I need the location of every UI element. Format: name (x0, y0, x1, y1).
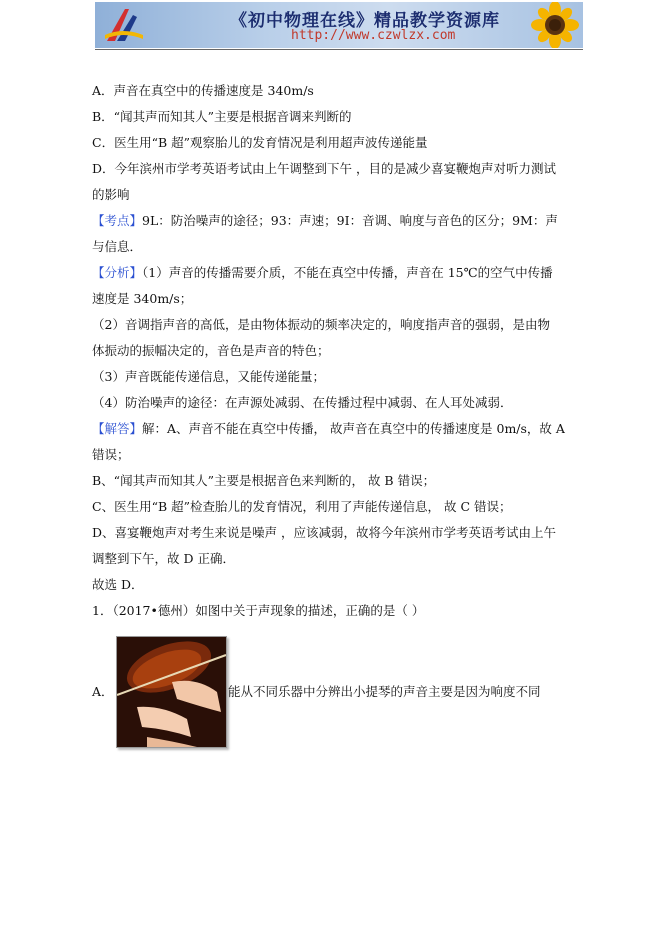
line-text: 故选 D． (92, 577, 144, 592)
violin-icon (117, 637, 226, 747)
option-a-text: 能从不同乐器中分辨出小提琴的声音主要是因为响度不同 (228, 684, 541, 699)
text-line (92, 187, 130, 203)
line-text: 与信息． (92, 239, 143, 254)
text-line (92, 551, 235, 567)
text-line (92, 109, 351, 125)
line-text: 9L：防治噪声的途径；93：声速；9I：音调、响度与音色的区分；9M：声 (142, 213, 558, 228)
text-line (92, 421, 565, 437)
line-text: （3）声音既能传递信息，又能传递能量； (92, 369, 325, 384)
banner-url[interactable]: http://www.czwlzx.com (291, 28, 456, 43)
text-line (92, 603, 424, 619)
header-divider (95, 49, 583, 50)
text-line (92, 395, 512, 411)
header-banner (95, 2, 583, 48)
line-text: （4）防治噪声的途径：在声源处减弱、在传播过程中减弱、在人耳处减弱． (92, 395, 513, 410)
line-text: 的影响 (92, 187, 130, 202)
logo-icon (103, 5, 145, 45)
violin-image (116, 636, 227, 748)
banner-title: 《初中物理在线》精品教学资源库 (230, 11, 500, 31)
text-line (92, 239, 142, 255)
text-line (92, 161, 556, 177)
line-text: （2）音调指声音的高低，是由物体振动的频率决定的，响度指声音的强弱，是由物 (92, 317, 550, 332)
section-tag: 【考点】 (92, 213, 143, 228)
section-tag: 【解答】 (92, 421, 143, 436)
line-text: C．医生用“B 超”观察胎儿的发育情况是利用超声波传递能量 (92, 135, 428, 150)
sunflower-icon (515, 2, 583, 48)
line-text: 错误； (92, 447, 130, 462)
line-text: B、“闻其声而知其人”主要是根据音色来判断的， 故 B 错误； (92, 473, 436, 488)
text-line (92, 213, 558, 229)
line-text: 调整到下午，故 D 正确． (92, 551, 235, 566)
text-line (92, 369, 325, 385)
line-text: D．今年滨州市学考英语考试由上午调整到下午 ，目的是减少喜宴鞭炮声对听力测试 (92, 161, 556, 176)
text-line (92, 291, 192, 307)
line-text: B．“闻其声而知其人”主要是根据音调来判断的 (92, 109, 352, 124)
option-a-label: A． (92, 684, 114, 699)
text-line (92, 265, 553, 281)
text-line (92, 317, 550, 333)
line-text: 体振动的振幅决定的，音色是声音的特色； (92, 343, 330, 358)
text-line (92, 525, 556, 541)
line-text: 解：A、声音不能在真空中传播， 故声音在真空中的传播速度是 0m/s，故 A (142, 421, 565, 436)
text-line (92, 499, 512, 515)
line-text: 1．（2017•德州）如图中关于声现象的描述，正确的是（ ） (92, 603, 425, 618)
line-text: D、喜宴鞭炮声对考生来说是噪声 ，应该减弱，故将今年滨州市学考英语考试由上午 (92, 525, 556, 540)
text-line (92, 447, 130, 463)
line-text: C、医生用“B 超”检查胎儿的发育情况，利用了声能传递信息， 故 C 错误； (92, 499, 512, 514)
line-text: 速度是 340m/s； (92, 291, 193, 306)
text-line (92, 135, 428, 151)
line-text: （1）声音的传播需要介质，不能在真空中传播，声音在 15℃的空气中传播 (142, 265, 553, 280)
text-line (92, 83, 314, 99)
line-text: A．声音在真空中的传播速度是 340m/s (92, 83, 314, 98)
text-line (92, 473, 435, 489)
text-line (92, 343, 330, 359)
text-line (92, 577, 144, 593)
section-tag: 【分析】 (92, 265, 143, 280)
